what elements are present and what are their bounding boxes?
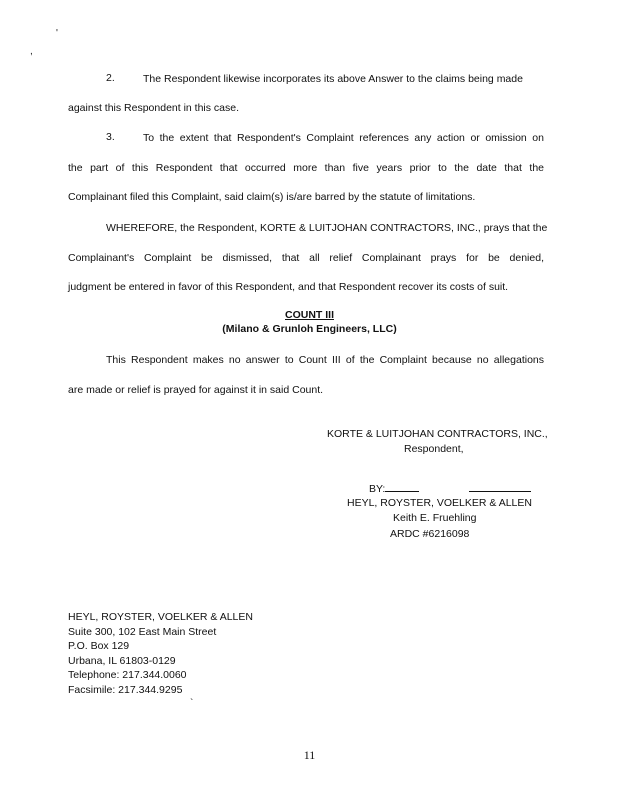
paragraph-2-line-1: The Respondent likewise incorporates its above Answer to the claims being made <box>143 73 523 85</box>
wherefore-line-1: WHEREFORE, the Respondent, KORTE & LUITJOHAN CONTRACTORS, INC., prays that the <box>106 222 548 234</box>
paragraph-2-line-2: against this Respondent in this case. <box>68 102 240 114</box>
count-title: COUNT III <box>285 309 334 321</box>
firm-address <box>68 610 253 698</box>
signature-role: Respondent, <box>404 443 464 455</box>
signature-line <box>469 481 531 492</box>
address-street: Suite 300, 102 East Main Street <box>68 625 217 638</box>
address-pobox: P.O. Box 129 <box>68 640 130 653</box>
signature-by-label: BY: <box>369 483 386 495</box>
scan-speck: , <box>30 46 33 57</box>
signature-by-row <box>369 481 531 495</box>
count-subtitle: (Milano & Grunloh Engineers, LLC) <box>222 323 397 335</box>
count-line-1: This Respondent makes no answer to Count III of the Complaint because no allegations <box>106 354 544 366</box>
signature-ardc: ARDC #6216098 <box>390 528 470 540</box>
signature-company: KORTE & LUITJOHAN CONTRACTORS, INC., <box>327 428 548 440</box>
wherefore-line-3: judgment be entered in favor of this Respondent, and that Respondent recover its costs of suit. <box>68 281 509 293</box>
scan-speck: ` <box>190 698 194 709</box>
signature-line <box>385 481 419 492</box>
address-telephone: Telephone: 217.344.0060 <box>68 669 187 682</box>
paragraph-3-line-1: To the extent that Respondent's Complaint references any action or omission on <box>143 132 544 144</box>
wherefore-line-2: Complainant's Complaint be dismissed, that all relief Complainant prays for be denied, <box>68 252 544 264</box>
address-city: Urbana, IL 61803-0129 <box>68 654 176 667</box>
paragraph-number: 3. <box>106 131 115 143</box>
scan-speck: ' <box>56 28 58 39</box>
paragraph-number: 2. <box>106 72 115 84</box>
address-facsimile: Facsimile: 217.344.9295 <box>68 683 183 696</box>
address-firm: HEYL, ROYSTER, VOELKER & ALLEN <box>68 611 253 623</box>
count-line-2: are made or relief is prayed for against it in said Count. <box>68 384 324 396</box>
page-number: 11 <box>303 748 316 762</box>
signature-attorney: Keith E. Fruehling <box>393 512 477 524</box>
paragraph-3-line-2: the part of this Respondent that occurred more than five years prior to the date that the <box>68 162 544 174</box>
signature-firm: HEYL, ROYSTER, VOELKER & ALLEN <box>347 497 532 509</box>
paragraph-3-line-3: Complainant filed this Complaint, said claim(s) is/are barred by the statute of limitations. <box>68 191 476 203</box>
count-heading <box>0 309 619 321</box>
